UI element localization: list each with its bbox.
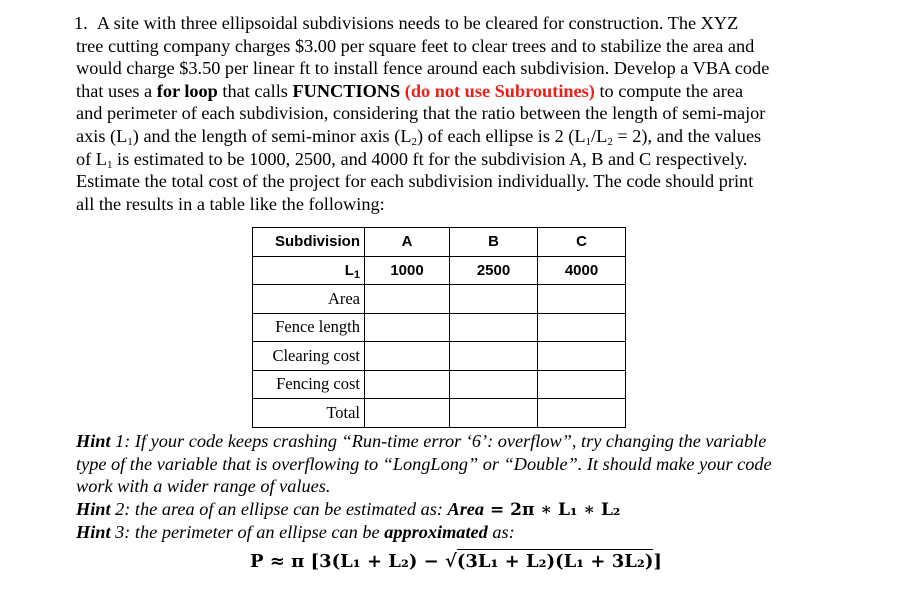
- table-cell: [538, 285, 626, 314]
- problem-text: that uses a: [76, 80, 157, 101]
- subscript: 1: [353, 268, 360, 281]
- problem-line-1: [76, 12, 836, 35]
- perimeter-right: ]: [653, 551, 662, 572]
- subscript: 1: [127, 135, 133, 148]
- perimeter-formula: [250, 549, 662, 572]
- row-label: Area: [253, 285, 365, 314]
- hint-label: Hint: [76, 498, 111, 519]
- problem-text: /L: [591, 125, 608, 146]
- hints-section: [76, 430, 856, 544]
- table-row: [253, 370, 626, 399]
- area-term: Area: [447, 498, 485, 519]
- hint-text: as:: [487, 522, 515, 543]
- table-cell: [365, 313, 450, 342]
- header-cell: A: [365, 228, 450, 257]
- l1-label: L: [344, 261, 354, 279]
- subscript: 2: [411, 135, 417, 148]
- problem-line-5: and perimeter of each subdivision, considering that the ratio between the length of semi-major: [76, 103, 766, 124]
- functions-emphasis: FUNCTIONS: [292, 80, 401, 101]
- hint-1-line-2: type of the variable that is overflowing to “LongLong” or “Double”. It should make your code: [76, 453, 772, 474]
- perimeter-radicand: (3L₁ + L₂)(L₁ + 3L₂): [456, 551, 654, 572]
- problem-line-9: all the results in a table like the following:: [76, 193, 385, 214]
- table-cell: 2500: [450, 256, 538, 285]
- problem-text: = 2), and the values: [612, 125, 762, 146]
- table-cell: [365, 370, 450, 399]
- row-label: Fence length: [253, 313, 365, 342]
- for-loop-emphasis: for loop: [156, 80, 218, 101]
- hint-3: [76, 521, 856, 544]
- table-cell: [450, 370, 538, 399]
- hint-2: [76, 498, 856, 522]
- hint-label: Hint: [76, 431, 111, 451]
- hint-1-line-3: work with a wider range of values.: [76, 476, 331, 497]
- sqrt-sign: √: [444, 551, 457, 572]
- subscript: 1: [106, 158, 113, 171]
- area-formula: = 2π ∗ L₁ ∗ L₂: [484, 499, 621, 520]
- hint-text: 3: the perimeter of an ellipse can be: [110, 522, 385, 543]
- problem-line-2: tree cutting company charges $3.00 per square feet to clear trees and to stabilize the area and: [76, 35, 755, 56]
- table-cell: [450, 313, 538, 342]
- table-row: [253, 313, 626, 342]
- problem-text: axis (L: [76, 125, 128, 146]
- row-label: [253, 256, 365, 285]
- table-cell: [365, 399, 450, 428]
- table-cell: [365, 342, 450, 371]
- table-cell: [450, 342, 538, 371]
- hint-1-line-1: [76, 430, 856, 453]
- row-label: Clearing cost: [253, 342, 365, 371]
- header-cell: C: [538, 228, 626, 257]
- problem-text: that calls: [217, 80, 293, 101]
- table-cell: [538, 370, 626, 399]
- header-cell: B: [450, 228, 538, 257]
- row-label: Fencing cost: [253, 370, 365, 399]
- problem-line-8: Estimate the total cost of the project for each subdivision individually. The code should print: [76, 171, 754, 192]
- problem-text: is estimated to be 1000, 2500, and 4000 ft for the subdivision A, B and C respectively.: [112, 148, 748, 169]
- table-cell: [538, 399, 626, 428]
- table-cell: [450, 399, 538, 428]
- problem-line-6: [76, 125, 836, 148]
- approximated-emphasis: approximated: [384, 522, 488, 543]
- table-header-row: [253, 228, 626, 257]
- results-table: [252, 227, 626, 428]
- table-row: [253, 256, 626, 285]
- problem-line-7: [76, 148, 836, 171]
- problem-line-4: [76, 80, 836, 103]
- problem-text: of L: [76, 148, 107, 169]
- subscript: 1: [585, 135, 592, 148]
- problem-text: ) of each ellipse is 2 (L: [417, 125, 586, 146]
- table-cell: [538, 313, 626, 342]
- header-cell: Subdivision: [253, 228, 365, 257]
- problem-text: A site with three ellipsoidal subdivisions needs to be cleared for construction. The XYZ: [96, 13, 739, 33]
- row-label: Total: [253, 399, 365, 428]
- table-cell: [450, 285, 538, 314]
- table-row: [253, 342, 626, 371]
- subscript: 2: [607, 135, 613, 148]
- hint-text: 2: the area of an ellipse can be estimated as:: [110, 498, 448, 519]
- table-row: [253, 285, 626, 314]
- no-subroutines-warning: (do not use Subroutines): [404, 80, 595, 101]
- problem-line-3: would charge $3.50 per linear ft to install fence around each subdivision. Develop a VBA code: [76, 58, 770, 79]
- hint-text: 1: If your code keeps crashing “Run-time error ‘6’: overflow”, try changing the variable: [110, 431, 767, 451]
- table-cell: [538, 342, 626, 371]
- table-row: [253, 399, 626, 428]
- problem-text: ) and the length of semi-minor axis (L: [132, 125, 412, 146]
- problem-text: to compute the area: [594, 80, 744, 101]
- table-cell: 1000: [365, 256, 450, 285]
- problem-statement: [76, 12, 836, 215]
- hint-label: Hint: [76, 522, 111, 543]
- problem-number: 1.: [74, 13, 88, 33]
- table-cell: 4000: [538, 256, 626, 285]
- table-cell: [365, 285, 450, 314]
- perimeter-left: P ≈ π [3(L₁ + L₂) −: [250, 551, 445, 572]
